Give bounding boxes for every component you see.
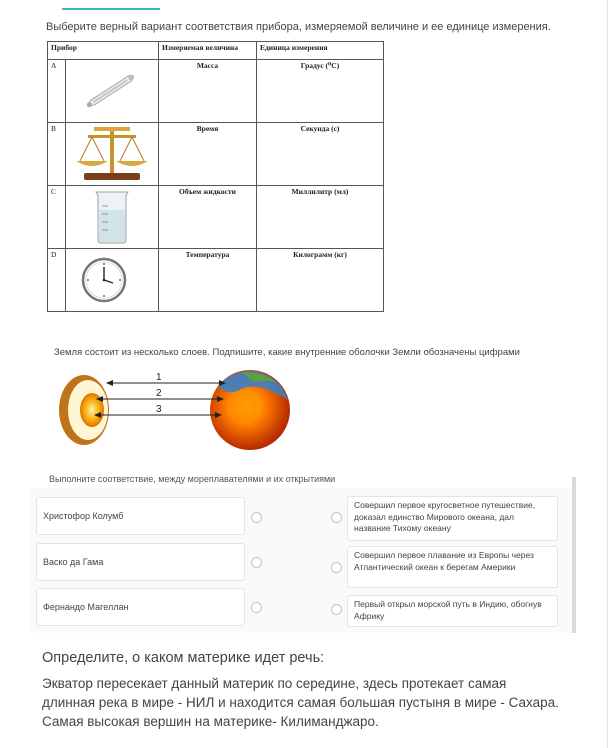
unit-cell: Килограмм (кг) [257,249,384,312]
unit-cell: Миллилитр (мл) [257,186,384,249]
question1-text: Выберите верный вариант соответствия прибора, измеряемой величине и ее единице измерения. [46,21,551,33]
devices-table [47,41,384,312]
table-row [48,186,384,249]
earth-layers-diagram [50,362,300,462]
layer-label-3: 3 [156,404,162,415]
row-letter: B [48,123,66,186]
table-row [48,249,384,312]
right-radio[interactable] [331,512,342,523]
clock-icon [66,249,158,309]
accent-line [62,8,160,10]
navigator-item[interactable]: Христофор Колумб [36,497,245,535]
discovery-item[interactable]: Совершил первое плавание из Европы через Атлантический океан к берегам Америки [347,546,558,588]
header-unit: Единица измерения [257,42,384,60]
question4-title: Определите, о каком материке идет речь: [42,650,325,666]
table-header-row [48,42,384,60]
table-row [48,123,384,186]
device-cell [66,186,159,249]
unit-cell: Градус (⁰С) [257,60,384,123]
header-quantity: Измеряемая величина [159,42,257,60]
earth-cross-section [59,375,109,445]
device-cell [66,249,159,312]
layer-label-1: 1 [156,372,162,383]
beaker-icon [66,186,158,246]
table-row [48,60,384,123]
question3-text: Выполните соответствие, между мореплавателями и их открытиями [49,474,336,484]
row-letter: D [48,249,66,312]
question2-text: Земля состоит из несколько слоев. Подпишите, какие внутренние оболочки Земли обозначены цифрами [54,347,520,358]
layer-label-2: 2 [156,388,162,399]
quantity-cell: Объем жидкости [159,186,257,249]
left-radio[interactable] [251,557,262,568]
navigator-item[interactable]: Фернандо Магеллан [36,588,245,626]
scrollbar[interactable] [572,477,576,633]
left-radio[interactable] [251,512,262,523]
thermometer-icon [66,60,158,120]
quantity-cell: Время [159,123,257,186]
navigator-item[interactable]: Васко да Гама [36,543,245,581]
discovery-item[interactable]: Совершил первое кругосветное путешествие, доказал единство Мирового океана, дал название Тихому океану [347,496,558,541]
discovery-item[interactable]: Первый открыл морской путь в Индию, обогнув Африку [347,595,558,627]
quantity-cell: Температура [159,249,257,312]
scales-icon [66,123,158,183]
right-radio[interactable] [331,562,342,573]
row-letter: A [48,60,66,123]
question4-text: Экватор пересекает данный материк по середине, здесь протекает самая длинная река в мире - НИЛ и находится самая большая пустыня в мире - Сахара. Самая высокая вершин на материке- Килиманджаро. [42,676,559,729]
device-cell [66,123,159,186]
device-cell [66,60,159,123]
unit-cell: Секунда (с) [257,123,384,186]
quantity-cell: Масса [159,60,257,123]
left-radio[interactable] [251,602,262,613]
header-device: Прибор [48,42,159,60]
right-radio[interactable] [331,604,342,615]
row-letter: C [48,186,66,249]
